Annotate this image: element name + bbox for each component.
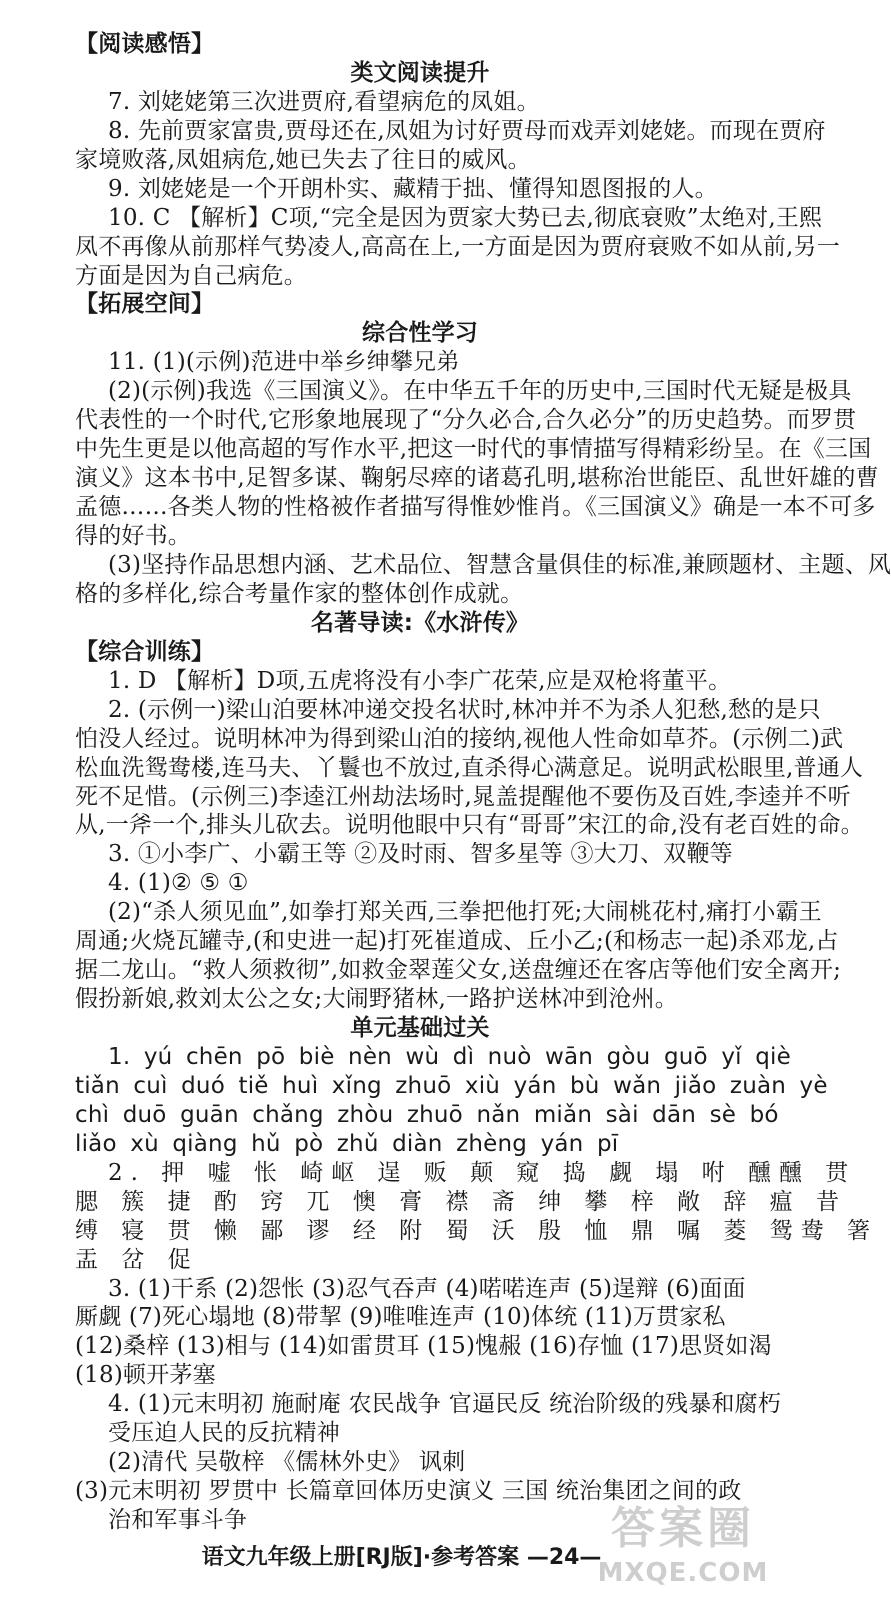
section-training: 【综合训练】 [75, 638, 215, 665]
answer-line: 孟德……各类人物的性格被作者描写得惟妙惟肖。《三国演义》确是一本不可多 [75, 494, 876, 521]
watermark-logo-text: 答案圈 [611, 1503, 755, 1554]
answer-line: 11. (1)(示例)范进中举乡绅攀兄弟 [108, 349, 460, 376]
answer-line: (3)元末明初 罗贯中 长篇章回体历史演义 三国 统治集团之间的政 [75, 1478, 742, 1505]
character-line: 盂 岔 促 [75, 1246, 199, 1273]
pinyin-line: chì duō guān chǎng zhòu zhuō nǎn miǎn sài dān sè bó [75, 1101, 779, 1128]
answer-line: 受压迫人民的反抗精神 [108, 1420, 340, 1447]
answer-line: 10. C 【解析】C项,“完全是因为贾家大势已去,彻底衰败”太绝对,王熙 [108, 204, 823, 231]
answer-line: 2. (示例一)梁山泊要林冲递交投名状时,林冲并不为杀人犯愁,愁的是只 [108, 696, 821, 723]
heading-unit-basics: 单元基础过关 [350, 1015, 490, 1042]
heading-comprehensive: 综合性学习 [362, 320, 478, 347]
answer-line: 得的好书。 [75, 523, 191, 550]
section-reading-feel: 【阅读感悟】 [75, 31, 215, 57]
answer-line: 7. 刘姥姥第三次进贾府,看望病危的凤姐。 [108, 88, 540, 115]
heading-classic-reading: 名著导读:《水浒传》 [310, 609, 530, 636]
pinyin-line: tiǎn cuì duó tiě huì xǐng zhuō xiù yán bù wǎn jiǎo zuàn yè [75, 1072, 828, 1099]
answer-line: 代表性的一个时代,它形象地展现了“分久必合,合久必分”的历史趋势。而罗贯 [75, 407, 857, 434]
page-footer: 语文九年级上册[RJ版]·参考答案 —24— [201, 1545, 602, 1570]
watermark-logo [583, 1500, 783, 1595]
answer-line: (2)(示例)我选《三国演义》。在中华五千年的历史中,三国时代无疑是极具 [108, 378, 852, 405]
answer-line: 1. D 【解析】D项,五虎将没有小李广花荣,应是双枪将董平。 [108, 667, 732, 694]
answer-line: 3. ①小李广、小霸王等 ②及时雨、智多星等 ③大刀、双鞭等 [108, 841, 733, 868]
answer-line: 9. 刘姥姥是一个开朗朴实、藏精于拙、懂得知恩图报的人。 [108, 175, 718, 202]
answer-line: 治和军事斗争 [108, 1507, 248, 1534]
answer-line: 据二龙山。“救人须救彻”,如救金翠莲父女,送盘缠还在客店等他们安全离开; [75, 957, 842, 984]
watermark-url: MXQE.COM [597, 1558, 769, 1588]
character-line: 缚 寝 贯 懒 鄙 谬 经 附 蜀 沃 殷 恤 鼎 嘱 菱 鸳鸯 箸 [75, 1217, 878, 1244]
section-expand: 【拓展空间】 [75, 291, 215, 318]
answer-line: (2)“杀人须见血”,如拳打郑关西,三拳把他打死;大闹桃花村,痛打小霸王 [108, 899, 822, 926]
answer-line: 4. (1)元末明初 施耐庵 农民战争 官逼民反 统治阶级的残暴和腐朽 [108, 1391, 782, 1418]
answer-line: (12)桑梓 (13)相与 (14)如雷贯耳 (15)愧赧 (16)存恤 (17)思贤如渴 [75, 1333, 772, 1360]
answer-line: 8. 先前贾家富贵,贾母还在,凤姐为讨好贾母而戏弄刘姥姥。而现在贾府 [108, 117, 826, 144]
answer-line: 从,一斧一个,排头儿砍去。说明他眼中只有“哥哥”宋江的命,没有老百姓的命。 [75, 812, 864, 839]
answer-line: (18)顿开茅塞 [75, 1362, 216, 1389]
answer-line: 家境败落,凤姐病危,她已失去了往日的威风。 [75, 146, 531, 173]
pinyin-line: liǎo xù qiàng hǔ pò zhǔ diàn zhèng yán pī [75, 1130, 619, 1157]
answer-line: 怕没人经过。说明林冲为得到梁山泊的接纳,视他人性命如草芥。(示例二)武 [75, 725, 844, 752]
character-line: 腮 簇 捷 酌 窍 兀 懊 膏 襟 斋 绅 攀 梓 敞 辞 瘟 昔 [75, 1188, 847, 1215]
answer-line: 中先生更是以他高超的写作水平,把这一时代的事情描写得精彩纷呈。在《三国 [75, 436, 872, 463]
heading-class-reading: 类文阅读提升 [350, 59, 490, 86]
answer-line: 演义》这本书中,足智多谋、鞠躬尽瘁的诸葛孔明,堪称治世能臣、乱世奸雄的曹 [75, 465, 879, 492]
answer-line: 厮觑 (7)死心塌地 (8)带挈 (9)唯唯连声 (10)体统 (11)万贯家私 [75, 1304, 726, 1331]
character-line: 2. 押 嘘 怅 崎岖 逞 贩 颠 窥 捣 觑 塌 咐 醺醺 贯 [108, 1159, 857, 1186]
answer-line: 方面是因为自己病危。 [75, 262, 307, 289]
answer-line: 凤不再像从前那样气势凌人,高高在上,一方面是因为贾府衰败不如从前,另一 [75, 233, 840, 260]
answer-line: (3)坚持作品思想内涵、艺术品位、智慧含量俱佳的标准,兼顾题材、主题、风 [108, 551, 891, 578]
answer-line: 4. (1)② ⑤ ① [108, 870, 249, 897]
answer-line: (2)清代 吴敬梓 《儒林外史》 讽刺 [108, 1449, 466, 1476]
pinyin-line: 1. yú chēn pō biè nèn wù dì nuò wān gòu guō yǐ qiè [108, 1043, 791, 1070]
answer-line: 假扮新娘,救刘太公之女;大闹野猪林,一路护送林冲到沧州。 [75, 986, 678, 1013]
answer-line: 松血洗鸳鸯楼,连马夫、丫鬟也不放过,直杀得心满意足。说明武松眼里,普通人 [75, 754, 864, 781]
answer-line: 3. (1)干系 (2)怨怅 (3)忍气吞声 (4)喏喏连声 (5)逞辩 (6)面面 [108, 1275, 746, 1302]
answer-line: 格的多样化,综合考量作家的整体创作成就。 [75, 580, 524, 607]
answer-line: 死不足惜。(示例三)李逵江州劫法场时,晁盖提醒他不要伤及百姓,李逵并不听 [75, 783, 851, 810]
answer-line: 周通;火烧瓦罐寺,(和史进一起)打死崔道成、丘小乙;(和杨志一起)杀邓龙,占 [75, 928, 839, 955]
